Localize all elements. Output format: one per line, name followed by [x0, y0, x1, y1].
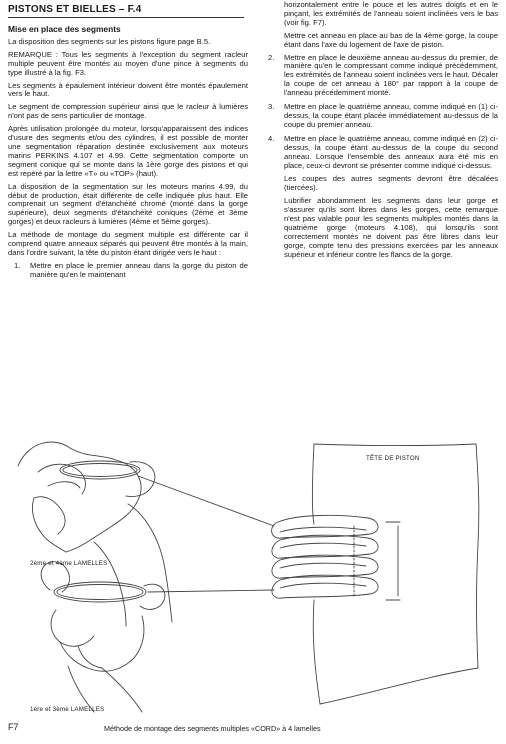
list-item-3 [262, 103, 498, 130]
paragraph-utilisation: Après utilisation prolongée du moteur, lorsqu'apparaissent des indices d'usure des segments et/ou des cylindres, il est possible de monter une segmentation réparation destinée exclusivement aux moteurs marins PERKINS 4.107 et 4.99. Cette segmentation comporte un segment conique qui se monte dans la 1ère gorge des pistons et qui est repéré par la lettre «T» ou «TOP» (haut). [8, 124, 248, 178]
right-column [262, 1, 498, 264]
header-rule [8, 17, 244, 18]
list-item-1 [8, 262, 248, 280]
figure-f7 [8, 414, 498, 714]
label-piston-head: TÊTE DE PISTON [366, 455, 420, 462]
list-text: Mettre en place le premier anneau dans la gorge du piston de manière qu'en le maintenant [30, 260, 248, 279]
list-text: Mettre en place le quatrième anneau, comme indiqué en (1) ci-dessus, la coupe étant placée immédiatement au-dessus de la coupe du premier anneau. [284, 102, 498, 129]
figure-number: F7 [8, 722, 19, 732]
paragraph-disposition-499: La disposition de la segmentation sur les moteurs marins 4.99, du début de production, était différente de celle indiquée plus haut. Elle comprenait un segment d'étanchéité chromé (monté dans la gorge supérieure), deux segments d'étanchéité coniques (2ème et 3ème gorges) et deux racleurs à lumières (4ème et 5ème gorges). [8, 181, 248, 227]
paragraph-coupes: Les coupes des autres segments devront être décalées (tiercées). [284, 174, 498, 193]
label-2-4-lamelles: 2ème et 4ème LAMELLES [30, 560, 108, 567]
ring-closeup [272, 515, 378, 598]
label-1-3-lamelles: 1ère et 3ème LAMELLES [30, 706, 105, 713]
list-number: 3. [268, 102, 275, 112]
list-number: 1. [14, 260, 21, 270]
section-subhead: Mise en place des segments [8, 24, 121, 34]
figure-caption-row [8, 722, 498, 736]
paragraph-4eme-gorge: Mettre cet anneau en place au bas de la 4ème gorge, la coupe étant dans l'axe du logement de l'axe de piston. [284, 30, 498, 49]
list-number: 2. [268, 52, 275, 62]
list-number: 4. [268, 133, 275, 143]
list-text: Mettre en place le deuxième anneau au-dessus du premier, de manière qu'en le compressant comme indiqué précédemment, les extrémités de l'anneau soient inclinées vers le haut. Décaler la coupe de cet anneau à 180° par rapport à la coupe de l'anneau précédemment monté. [284, 52, 498, 98]
list-item-4 [262, 135, 498, 171]
list-text: Mettre en place le quatrième anneau, comme indiqué en (2) ci-dessus, la coupe étant au-dessus de la coupe du second anneau. Lorsque l'ensemble des anneaux aura été mis en place, ceux-ci devront se présenter comme indiqué ci-dessus. [284, 133, 498, 170]
page-header: PISTONS ET BIELLES – F.4 [8, 4, 142, 15]
paragraph-methode: La méthode de montage du segment multiple est différente car il comprend quatre anneaux séparés qui peuvent être montés à la main, dans l'ordre suivant, la tête du piston étant dirigée vers le haut : [8, 230, 248, 257]
paragraph-epaulement: Les segments à épaulement intérieur doivent être montés épaulement vers le haut. [8, 80, 248, 99]
paragraph-continued: horizontalement entre le pouce et les autres doigts et en le pinçant, les extrémités de l'anneau soient inclinées vers le bas (voir fig. F7). [284, 0, 498, 27]
top-hand-illustration [18, 442, 172, 626]
left-column [8, 25, 248, 285]
pointer-lines [138, 476, 274, 592]
piston-section [313, 444, 479, 704]
paragraph-lubrifier: Lubrifier abondamment les segments dans leur gorge et s'assurer qu'ils sont libres dans les gorges, cette remarque n'est pas valable pour les segments multiples montés dans la quatrième gorge (moteurs 4.108), qui lorsqu'ils sont correctement montés ne doivent pas être libres dans leur gorge, compte tenu des pressions exercées par les anneaux supérieur et inférieur contre les flancs de la gorge. [284, 196, 498, 259]
paragraph-remarque: REMARQUE : Tous les segments à l'exception du segment racleur multiple peuvent être montés au moyen d'une pince à segments du type illustré à la fig. F3. [8, 49, 248, 77]
bottom-hand-illustration [41, 562, 165, 712]
paragraph-disposition: La disposition des segments sur les pistons figure page B.5. [8, 36, 211, 46]
list-item-2 [262, 54, 498, 99]
figure-caption: Méthode de montage des segments multiples «CORD» à 4 lamelles [104, 724, 321, 733]
paragraph-compression: Le segment de compression supérieur ainsi que le racleur à lumières n'ont pas de sens particulier de montage. [8, 102, 248, 121]
